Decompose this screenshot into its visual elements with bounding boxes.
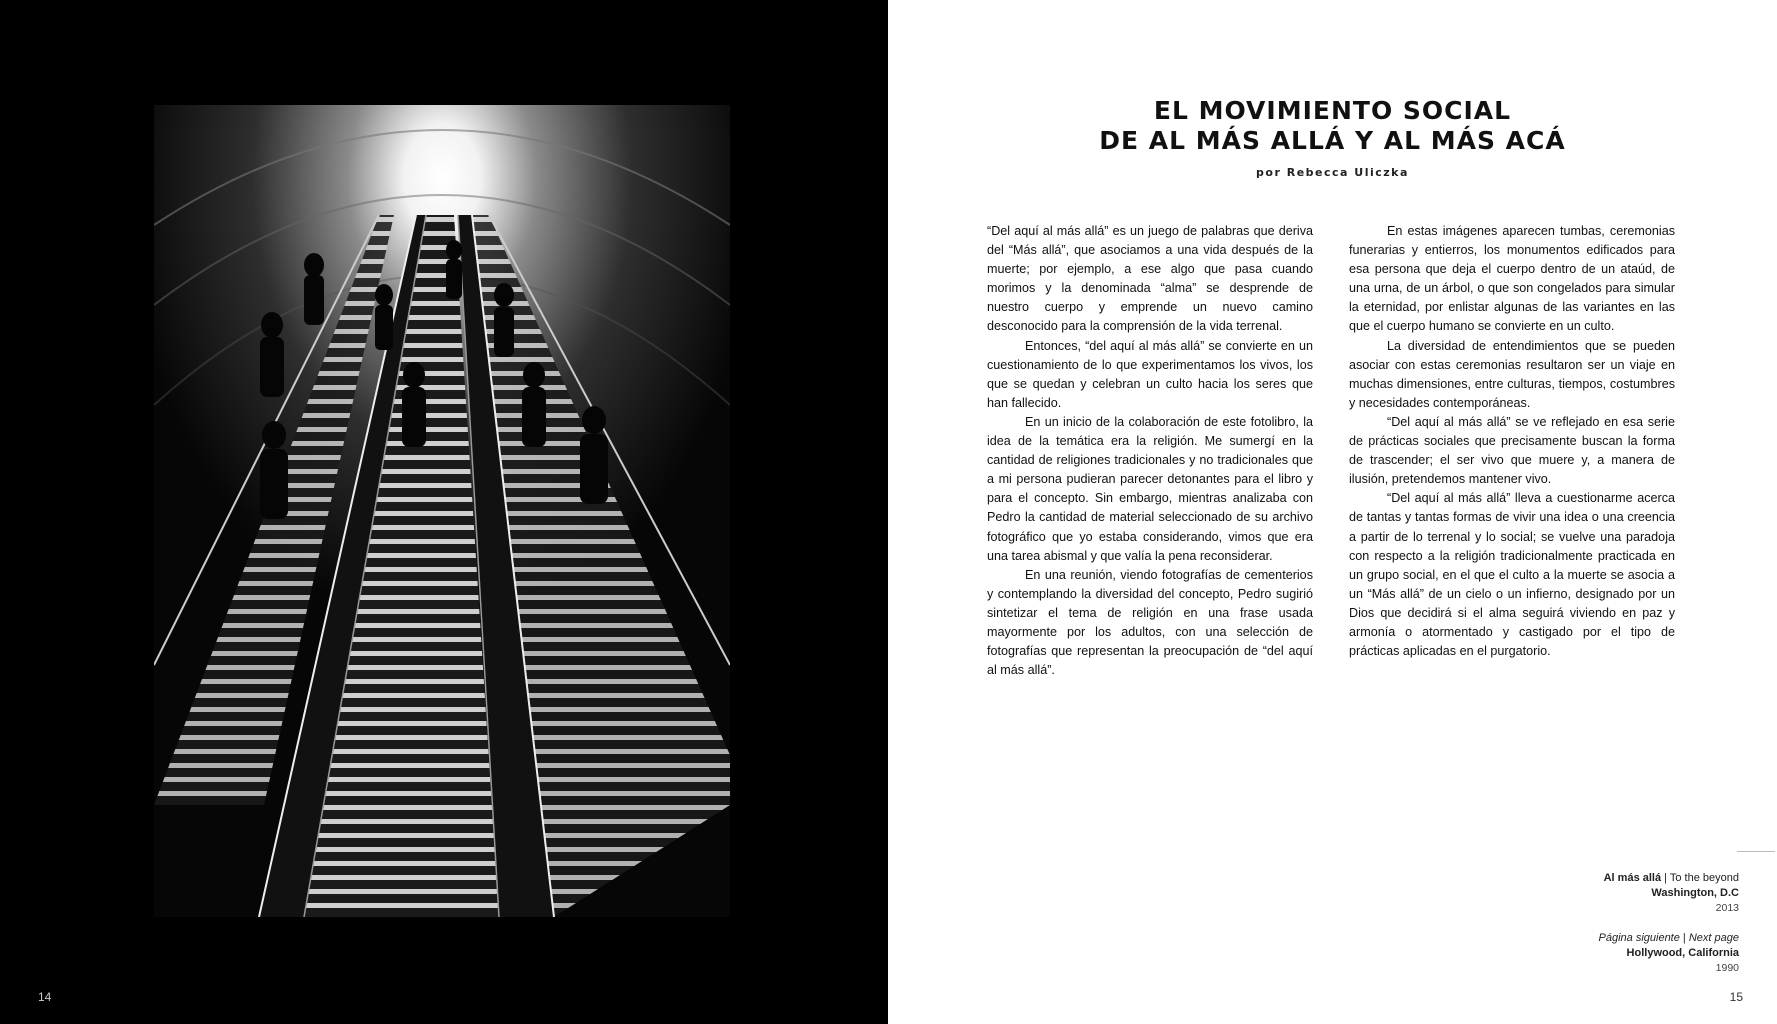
photo-illustration [154,105,730,917]
caption-1-title-es: Al más allá [1603,872,1662,884]
caption-separator: | [1661,872,1670,884]
paragraph: “Del aquí al más allá” lleva a cuestionarme acerca de tantas y tantas formas de vivir una idea o una creencia a partir de lo terrenal y lo social; se vuelve una paradoja con respecto a la religión tradicionalmente practicada en un grupo social, en el que el culto a la muerte se asocia a un “Más allá” de un cielo o un infierno, designado por un Dios que decidirá si el alma seguirá viviendo en paz y armonía o atormentado y castigado por el tipo de prácticas aplicadas en el purgatorio. [1349,491,1675,659]
right-page [888,0,1777,1024]
page-number-right: 15 [1729,990,1743,1004]
caption-2-year: 1990 [1715,962,1739,974]
caption-1-year: 2013 [1715,902,1739,914]
page-number-left: 14 [38,990,52,1004]
caption-2-location: Hollywood, California [1626,947,1739,959]
caption-2-title [1599,931,1739,946]
title-line-2: DE AL MÁS ALLÁ Y AL MÁS ACÁ [1099,126,1566,155]
paragraph: Entonces, “del aquí al más allá” se convierte en un cuestionamiento de lo que experimentamos los vivos, los que se quedan y celebran un culto hacia los seres que han fallecido. [987,338,1313,410]
escalator-tunnel-photo [154,105,730,917]
caption-spacer [1599,916,1739,931]
paragraph: “Del aquí al más allá” es un juego de palabras que deriva del “Más allá”, que asociamos a una vida después de la muerte; por ejemplo, a ese algo que pasa cuando morimos y la denominada “alma” se desprende de nuestro cuerpo y emprende un nuevo camino desconocido para la comprensión de la vida terrenal. [987,224,1313,334]
paragraph: La diversidad de entendimientos que se pueden asociar con estas ceremonias resultaron ser un viaje en muchas dimensiones, entre culturas, tiempos, costumbres y necesidades contemporáneas. [1349,338,1675,410]
article-title [888,96,1777,156]
title-line-1: EL MOVIMIENTO SOCIAL [1153,96,1512,125]
caption-1-title [1599,871,1739,886]
paragraph: “Del aquí al más allá” se ve reflejado en esa serie de prácticas sociales que precisamente buscan la forma de trascender; el ser vivo que muere y, a manera de ilusión, pretendemos mantener vivo. [1349,414,1675,487]
caption-1-title-en: To the beyond [1669,872,1739,884]
text-column-1 [987,222,1313,680]
left-page [0,0,888,1024]
text-column-2 [1349,222,1675,661]
photo-captions [1599,871,1739,976]
caption-separator: | [1679,932,1689,944]
caption-2-label-es: Página siguiente [1598,932,1680,944]
caption-1-location: Washington, D.C [1651,887,1739,899]
paragraph: En un inicio de la colaboración de este fotolibro, la idea de la temática era la religión. Me sumergí en la cantidad de religiones tradicionales y no tradicionales que a mi persona pudieran parecer detonantes para el libro y para el concepto. Sin embargo, mientras analizaba con Pedro la cantidad de material seleccionado de su archivo fotográfico que yo estaba considerando, vimos que era una tarea abismal y que valía la pena reconsiderar. [987,414,1313,563]
paragraph: En estas imágenes aparecen tumbas, ceremonias funerarias y entierros, los monumentos edificados para esa persona que deja el cuerpo dentro de un ataúd, de una urna, de un árbol, o que son congelados para simular la eternidad, por enlistar algunas de las variantes en las que el cuerpo humano se convierte en un culto. [1349,224,1675,334]
caption-divider [1737,851,1775,852]
caption-2-label-en: Next page [1688,932,1739,944]
byline: por Rebecca Uliczka [1256,166,1409,179]
paragraph: En una reunión, viendo fotografías de cementerios y contemplando la diversidad del concepto, Pedro sugirió sintetizar el tema de religión en una frase usada mayormente por los adultos, con una selección de fotografías que representan la preocupación de “del aquí al más allá”. [987,567,1313,678]
